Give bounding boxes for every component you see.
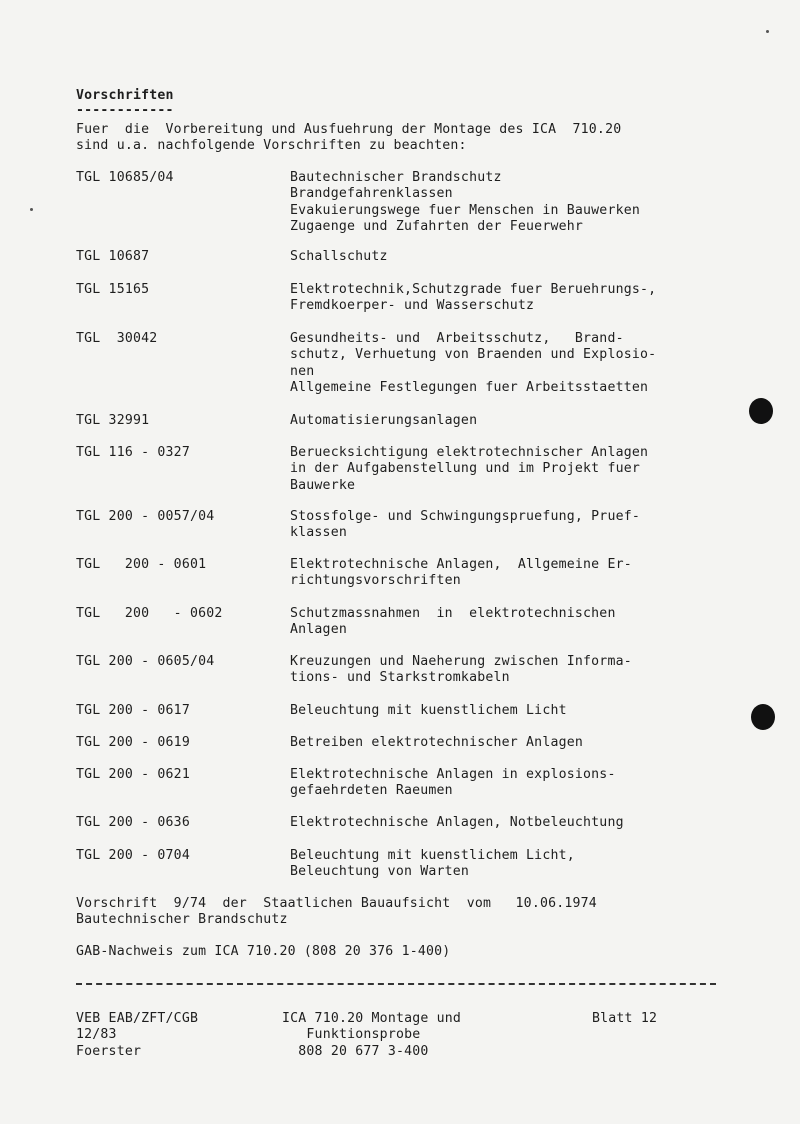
regulation-code: TGL 32991	[76, 413, 150, 428]
regulation-description: Elektrotechnische Anlagen in explosions- gefaehrdeten Raeumen	[290, 767, 616, 799]
regulation-code: TGL 200 - 0621	[76, 767, 190, 782]
scan-speck	[30, 208, 33, 211]
regulation-description: Kreuzungen und Naeherung zwischen Informa- tions- und Starkstromkabeln	[290, 654, 632, 686]
intro-paragraph: Fuer die Vorbereitung und Ausfuehrung der Montage des ICA 710.20 sind u.a. nachfolgende Vorschriften zu beachten:	[76, 122, 622, 154]
regulation-code: TGL 200 - 0605/04	[76, 654, 215, 669]
regulation-description: Stossfolge- und Schwingungspruefung, Pruef- klassen	[290, 509, 641, 541]
regulation-description: Elektrotechnik,Schutzgrade fuer Beruehrungs-, Fremdkoerper- und Wasserschutz	[290, 282, 657, 314]
vorschrift-note: Vorschrift 9/74 der Staatlichen Bauaufsicht vom 10.06.1974 Bautechnischer Brandschutz	[76, 896, 597, 928]
regulation-description: Gesundheits- und Arbeitsschutz, Brand- schutz, Verhuetung von Braenden und Explosio- nen Allgemeine Festlegungen fuer Arbeitsstaetten	[290, 331, 657, 396]
gab-reference: GAB-Nachweis zum ICA 710.20 (808 20 376 1-400)	[76, 944, 451, 959]
regulation-code: TGL 116 - 0327	[76, 445, 190, 460]
punch-hole	[749, 398, 773, 424]
regulation-description: Elektrotechnische Anlagen, Allgemeine Er- richtungsvorschriften	[290, 557, 632, 589]
regulation-description: Schallschutz	[290, 249, 388, 264]
regulation-description: Automatisierungsanlagen	[290, 413, 478, 428]
regulation-code: TGL 200 - 0619	[76, 735, 190, 750]
regulation-code: TGL 200 - 0617	[76, 703, 190, 718]
footer-sheet-number: Blatt 12	[592, 1011, 658, 1026]
regulation-code: TGL 10687	[76, 249, 150, 264]
regulation-code: TGL 200 - 0636	[76, 815, 190, 830]
regulation-description: Beleuchtung mit kuenstlichem Licht, Beleuchtung von Warten	[290, 848, 575, 880]
regulation-code: TGL 10685/04	[76, 170, 174, 185]
regulation-code: TGL 200 - 0057/04	[76, 509, 215, 524]
regulation-description: Beruecksichtigung elektrotechnischer Anlagen in der Aufgabenstellung und im Projekt fuer Bauwerke	[290, 445, 649, 493]
footer-document-title: ICA 710.20 Montage und Funktionsprobe 808 20 677 3-400	[282, 1011, 462, 1059]
regulation-code: TGL 200 - 0602	[76, 606, 223, 621]
regulation-description: Bautechnischer Brandschutz Brandgefahrenklassen Evakuierungswege fuer Menschen in Bauwerken Zugaenge und Zufahrten der Feuerwehr	[290, 170, 641, 235]
regulation-description: Schutzmassnahmen in elektrotechnischen Anlagen	[290, 606, 616, 638]
page-heading: Vorschriften	[76, 88, 174, 103]
footer-divider	[76, 983, 716, 985]
regulation-description: Betreiben elektrotechnischer Anlagen	[290, 735, 584, 750]
regulation-code: TGL 15165	[76, 282, 150, 297]
regulation-description: Beleuchtung mit kuenstlichem Licht	[290, 703, 567, 718]
regulation-code: TGL 200 - 0601	[76, 557, 207, 572]
heading-underline: ------------	[76, 103, 174, 118]
scan-speck	[766, 30, 769, 33]
punch-hole	[751, 704, 775, 730]
footer-author-block: VEB EAB/ZFT/CGB 12/83 Foerster	[76, 1011, 199, 1059]
regulation-description: Elektrotechnische Anlagen, Notbeleuchtung	[290, 815, 624, 830]
regulation-code: TGL 200 - 0704	[76, 848, 190, 863]
regulation-code: TGL 30042	[76, 331, 158, 346]
